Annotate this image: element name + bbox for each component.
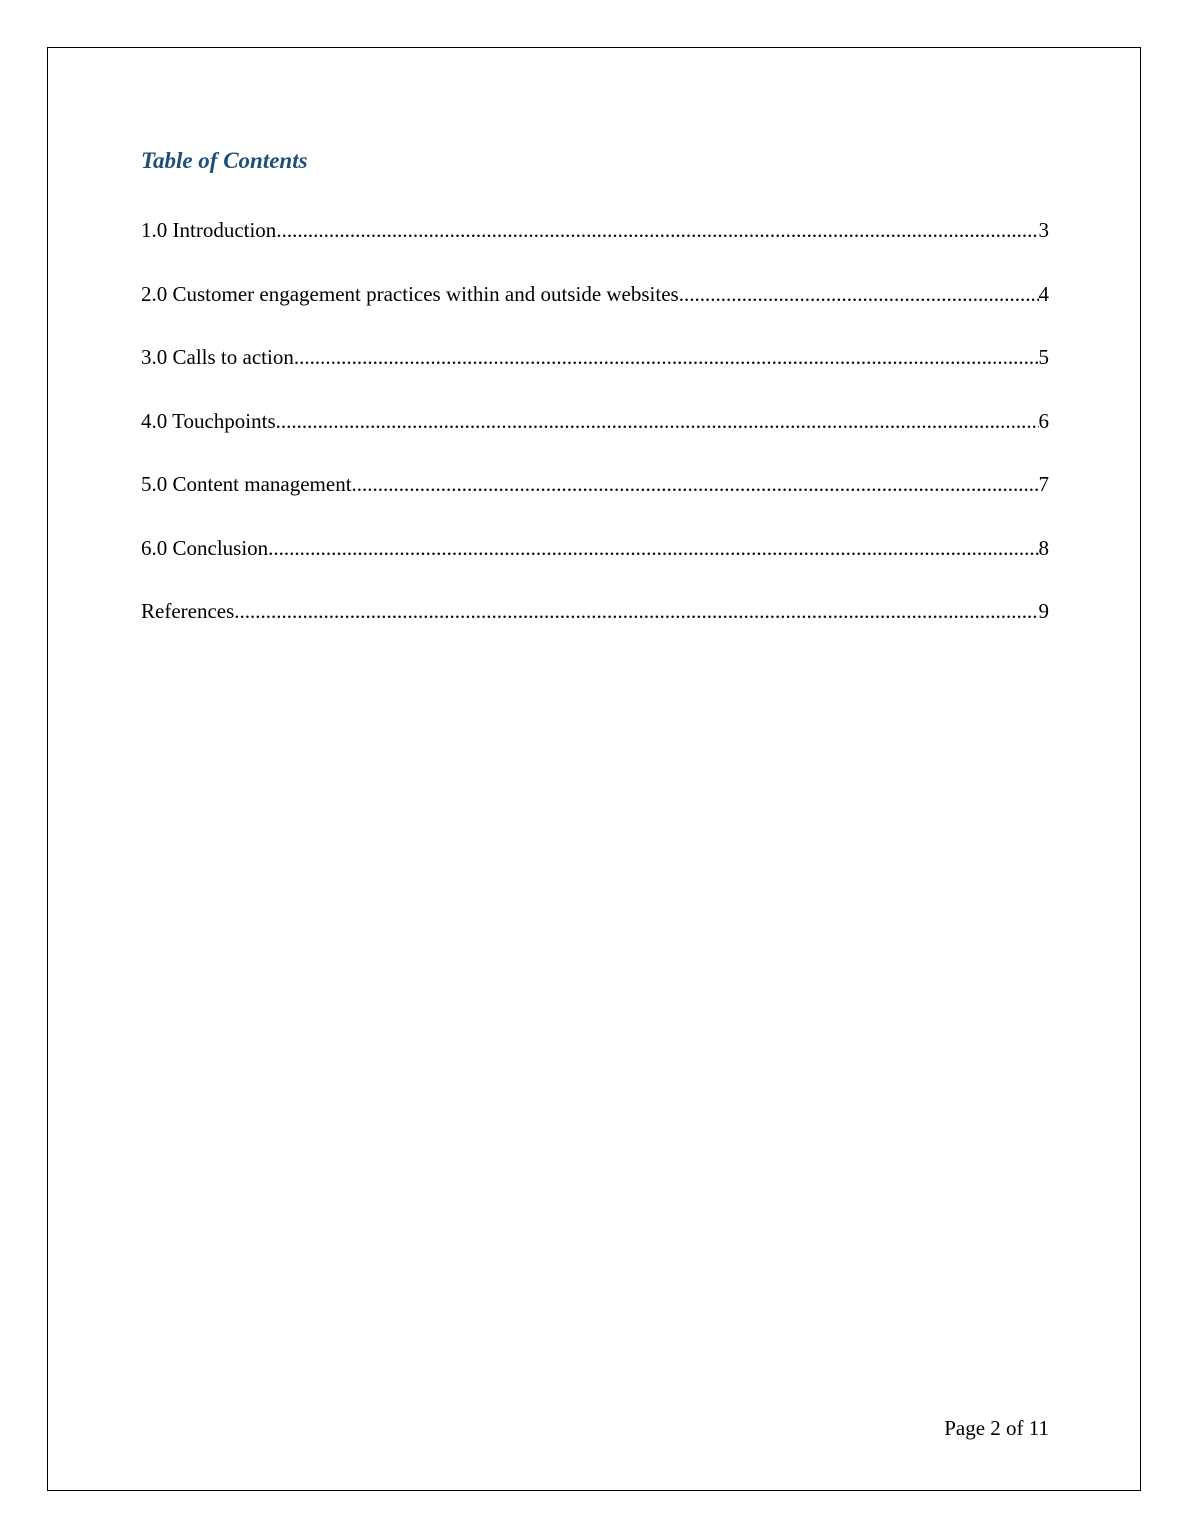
toc-entry-label: 6.0 Conclusion [141, 535, 269, 560]
toc-dot-leader [679, 279, 1039, 309]
toc-entry-page: 5 [1038, 345, 1049, 369]
toc-entry-introduction[interactable] [141, 215, 1049, 279]
toc-entry-label: References [141, 599, 235, 623]
toc-entry-label: 1.0 Introduction [141, 218, 277, 242]
toc-entry-page: 9 [1038, 599, 1049, 623]
toc-entry-label: 3.0 Calls to action [141, 345, 294, 369]
toc-dot-leader [276, 406, 1039, 436]
toc-entry-page: 8 [1038, 535, 1049, 560]
toc-dot-leader [268, 533, 1038, 563]
toc-entry-conclusion[interactable] [141, 533, 1049, 597]
toc-entry-calls-to-action[interactable] [141, 342, 1049, 406]
toc-entry-references[interactable] [141, 596, 1049, 660]
page-number-footer: Page 2 of 11 [944, 1416, 1049, 1440]
toc-entry-page: 6 [1038, 408, 1049, 433]
toc-dot-leader [352, 469, 1039, 499]
toc-entry-page: 7 [1038, 472, 1049, 496]
toc-title: Table of Contents [141, 148, 308, 173]
toc-entry-customer-engagement[interactable] [141, 279, 1049, 343]
toc-entry-label: 2.0 Customer engagement practices within and outside websites [141, 281, 679, 306]
toc-entry-page: 4 [1038, 281, 1049, 306]
toc-entry-label: 5.0 Content management [141, 472, 352, 496]
toc-dot-leader [276, 215, 1038, 245]
toc-entry-label: 4.0 Touchpoints [141, 408, 276, 433]
toc-dot-leader [294, 342, 1039, 372]
toc-dot-leader [234, 596, 1038, 626]
toc-entry-touchpoints[interactable] [141, 406, 1049, 470]
toc-entry-page: 3 [1038, 218, 1049, 242]
toc-entry-content-management[interactable] [141, 469, 1049, 533]
toc-list [141, 215, 1049, 660]
